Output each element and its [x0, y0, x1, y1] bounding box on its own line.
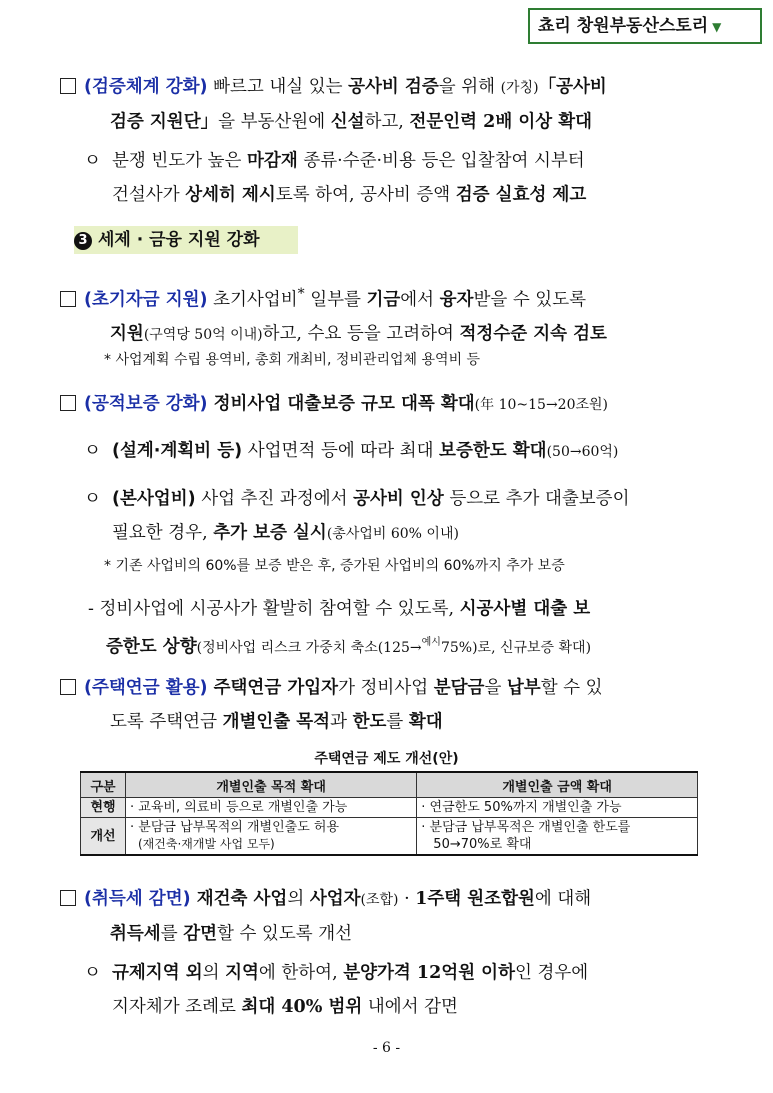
checkbox-square-icon [60, 78, 76, 94]
number-circle-icon: 3 [74, 232, 92, 250]
triangle-down-icon: ▼ [712, 20, 722, 34]
checkbox-square-icon [60, 291, 76, 307]
paragraph-guarantee: (공적보증 강화) 정비사업 대출보증 규모 대폭 확대(年 10~15→20조원) [60, 387, 710, 422]
page-number: - 6 - [372, 1040, 401, 1056]
topic-tag: (주택연금 활용) [84, 678, 208, 698]
bullet: ㅇ [84, 489, 101, 509]
paragraph-main-costs: ㅇ (본사업비) 사업 추진 과정에서 공사비 인상 등으로 추가 대출보증이 필요한 경우, 추가 보증 실시(총사업비 60% 이내) [84, 482, 734, 551]
checkbox-square-icon [60, 395, 76, 411]
brand-badge [528, 8, 762, 44]
paragraph-contractor: - 정비사업에 시공사가 활발히 참여할 수 있도록, 시공사별 대출 보 증한도 상향(정비사업 리스크 가중치 축소(125→$^{예시}$75%)로, 신규보증 확대) [88, 599, 592, 657]
checkbox-square-icon [60, 890, 76, 906]
section-heading: 3 세제 · 금융 지원 강화 [74, 226, 298, 254]
topic-tag: (공적보증 강화) [84, 394, 208, 414]
table-title: 주택연금 제도 개선(안) [314, 751, 459, 767]
checkbox-square-icon [60, 679, 76, 695]
bullet: ㅇ [84, 963, 101, 983]
paragraph-design-costs: ㅇ (설계·계획비 등) 사업면적 등에 따라 최대 보증한도 확대(50→60억) [84, 434, 734, 469]
bullet: ㅇ [84, 151, 101, 171]
paragraph-initial-funds: (초기자금 지원) 초기사업비* 일부를 기금에서 융자받을 수 있도록 지원(구역당 50억 이내)하고, 수요 등을 고려하여 적정수준 지속 검토 [60, 277, 710, 352]
footnote: * 기존 사업비의 60%를 보증 받은 후, 증가된 사업비의 60%까지 추가 보증 [104, 558, 565, 574]
paragraph-finishing-materials: ㅇ 분쟁 빈도가 높은 마감재 종류·수준·비용 등은 입찰참여 시부터 건설사가 상세히 제시토록 하여, 공사비 증액 검증 실효성 제고 [84, 144, 734, 212]
paragraph-regional: ㅇ 규제지역 외의 지역에 한하여, 분양가격 12억원 이하인 경우에 지자체가 조례로 최대 40% 범위 내에서 감면 [84, 956, 734, 1024]
paragraph-pension: (주택연금 활용) 주택연금 가입자가 정비사업 분담금을 납부할 수 있 도록 주택연금 개별인출 목적과 한도를 확대 [60, 671, 710, 739]
topic-tag: (취득세 감면) [84, 889, 191, 909]
brand-badge-label: 쵸리 창원부동산스토리 [538, 16, 709, 36]
paragraph-acquisition-tax: (취득세 감면) 재건축 사업의 사업자(조합) · 1주택 원조합원에 대해 취득세를 감면할 수 있도록 개선 [60, 882, 710, 951]
bullet: ㅇ [84, 441, 101, 461]
topic-tag: (초기자금 지원) [84, 289, 208, 310]
topic-tag: (검증체계 강화) [84, 77, 208, 97]
table-row: 현행 · 교육비, 의료비 등으로 개별인출 가능 · 연금한도 50%까지 개별인출 가능 [81, 798, 698, 818]
footnote: * 사업계획 수립 용역비, 총회 개최비, 정비관리업체 용역비 등 [104, 352, 481, 368]
paragraph-verification: (검증체계 강화) 빠르고 내실 있는 공사비 검증을 위해 (가칭)「공사비 검증 지원단」을 부동산원에 신설하고, 전문인력 2배 이상 확대 [60, 70, 710, 139]
pension-table [80, 771, 698, 856]
table-row: 개선 · 분담금 납부목적의 개별인출도 허용 (재건축·재개발 사업 모두) · 분담금 납부목적은 개별인출 한도를 50→70%로 확대 [81, 818, 698, 856]
table-header-row: 구분 개별인출 목적 확대 개별인출 금액 확대 [81, 772, 698, 798]
